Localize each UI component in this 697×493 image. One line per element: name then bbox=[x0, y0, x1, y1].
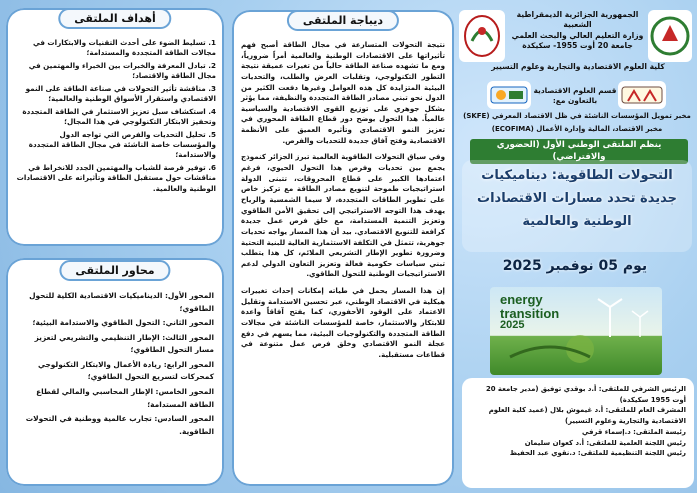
faculty-logo bbox=[648, 10, 692, 62]
department-block bbox=[530, 86, 620, 106]
ecofima-lab-icon bbox=[620, 83, 664, 107]
committee-member: المشرف العام للملتقى: أ.د غيموش بلال (عميد كلية العلوم الاقتصادية والتجارية وعلوم التسيير) bbox=[488, 406, 686, 426]
preamble-title: ديباجة الملتقى bbox=[287, 10, 399, 31]
list-item: المحور الثالث: الإطار التنظيمي والتشريعي لتعزيز مسار التحول الطاقوي؛ bbox=[34, 332, 214, 355]
axes-list bbox=[16, 290, 214, 438]
university-logo bbox=[459, 10, 505, 62]
faculty-name: كلية العلوم الاقتصادية والتجارية وعلوم التسيير bbox=[491, 62, 665, 71]
committee-member: الرئيس الشرفي للملتقى: أ.د بوقدي توفيق (مدير جامعة 20 أوت 1955 سكيكدة) bbox=[485, 385, 686, 404]
photo-caption-energy: energy bbox=[500, 292, 543, 307]
list-item: 4. استكشاف سبل تعزيز الاستثمار في الطاقة المتجددة وتحفيز الابتكار التكنولوجي في هذا المجال؛ bbox=[22, 106, 216, 127]
list-item: 1. تسليط الضوء على أحدث التقنيات والابتكارات في مجالات الطاقة المتجددة والمستدامة؛ bbox=[32, 38, 216, 58]
preamble-panel bbox=[232, 10, 454, 486]
list-item: المحور الثاني: التحول الطاقوي والاستدامة البيئية؛ bbox=[32, 318, 214, 328]
preamble-paragraph-2: وفي سياق التحولات الطاقوية العالمية تبرز الجزائر كنموذج يجمع بين تحديات وفرص هذا التحول الحيوي، فرغم اعتمادها الكبير على قطاع المحروقات، تتبنى الدولة استراتيجيات طموحة لتنويع مصادر الطاقة مع تركيز خاص على تطوير الطاقات المتجددة، لا سيما الشمسية والرياح يهدف هذا التوجه الاستراتيجي إلى تحقيق الأمن الطاقوي وتعزيز التنمية المستدامة، مع خلق فرص عمل جديدة كرافعة للتنويع الاقتصادي. بيد أن هذا المسار يواجه تحديات جوهرية، تتمثل في التكلفة الاستثمارية العالية للبنية التحتية وضرورة تطوير الإطار التشريعي الملائم، كل هذا يتطلب تبني سياسات حكومية فعالة وتعزيز التعاون الدولي لدعم الاستراتيجيات الوطنية للتحول الطاقوي. bbox=[241, 152, 445, 279]
list-item: المحور الرابع: ريادة الأعمال والابتكار التكنولوجي كمحركات لتسريع التحول الطاقوي؛ bbox=[38, 359, 214, 382]
list-item: المحور الأول: الديناميكيات الاقتصادية الكلية للتحول الطاقوي؛ bbox=[29, 291, 214, 313]
list-item: 2. تبادل المعرفة والخبرات بين الخبراء والمهتمين في مجال الطاقة والاقتصاد؛ bbox=[28, 60, 216, 81]
objectives-list bbox=[14, 38, 216, 194]
objectives-panel bbox=[6, 8, 224, 246]
university-name: جامعة 20 أوت 1955- سكيكدة bbox=[522, 40, 633, 50]
ministry-name: وزارة التعليم العالي والبحث العلمي bbox=[511, 30, 644, 40]
energy-transition-image bbox=[490, 287, 662, 375]
committee-panel bbox=[462, 378, 694, 488]
header-block bbox=[505, 10, 650, 51]
skfe-lab-icon bbox=[489, 83, 529, 107]
lab2-name: مخبر الاقتصاد، المالية وإدارة الأعمال (ECOFIMA) bbox=[491, 125, 663, 133]
list-item: المحور السادس: تجارب عالمية ووطنية في التحولات الطاقوية. bbox=[25, 414, 214, 436]
photo-caption bbox=[500, 293, 559, 332]
partnership-label: بالتعاون مع: bbox=[552, 95, 598, 105]
axes-panel bbox=[6, 258, 224, 486]
axes-title: محاور الملتقى bbox=[59, 260, 170, 281]
photo-caption-year: 2025 bbox=[500, 319, 525, 332]
conference-date: يوم 05 نوفمبر 2025 bbox=[502, 258, 648, 274]
list-item: المحور الخامس: الإطار المحاسبي والمالي لقطاع الطاقة المستدامة؛ bbox=[36, 387, 214, 409]
conference-title-box bbox=[462, 160, 692, 252]
list-item: 6. توفير فرصة للشباب والمهتمين الجدد للانخراط في مناقشات حول مستقبل الطاقة وتأثيراته على الاقتصادات الوطنية والعالمية. bbox=[16, 162, 216, 193]
faculty-emblem-icon bbox=[650, 13, 690, 59]
department-name: قسم العلوم الاقتصادية bbox=[533, 86, 617, 95]
objectives-title: أهداف الملتقى bbox=[58, 8, 171, 29]
organizes-text: ينظم الملتقى الوطني الأول (الحضوري والافتراضي) bbox=[496, 140, 662, 162]
list-item: 3. مناقشة تأثير التحولات في صناعة الطاقة على النمو الاقتصادي واستقرار الأسواق الوطنية والعالمية؛ bbox=[25, 83, 216, 104]
ecofima-lab-logo bbox=[618, 81, 666, 109]
university-emblem-icon bbox=[462, 13, 502, 59]
republic-name: الجمهورية الجزائرية الديمقراطية الشعبية bbox=[516, 10, 639, 30]
preamble-paragraph-3: إن هذا المسار يحمل في طياته إمكانات إحداث تغييرات هيكلية في الاقتصاد الوطني، عبر تحسين الاستدامة وتقليل الاعتماد على الوقود الأحفوري، كما يفتح آفاقاً واعدة للابتكار والاستثمار، خاصة للمؤسسات الناشئة في مجالات الطاقة المتجددة والتكنولوجيات البيئية، مما يسهم في دفع عجلة النمو الاقتصادي وخلق فرص عمل متنوعة في قطاعات مستقبلية. bbox=[241, 286, 445, 359]
committee-member: رئيس اللجنة العلمية للملتقى: أ.د كعوان سليمان bbox=[524, 438, 686, 447]
photo-caption-transition: transition bbox=[500, 305, 560, 321]
committee-member: رئيسة الملتقى: د.إسماء قرفي bbox=[582, 427, 686, 436]
lab1-name: مخبر تمويل المؤسسات الناشئة في ظل الاقتصاد المعرفي (SKFE) bbox=[463, 112, 691, 120]
list-item: 5. تحليل التحديات والفرص التي تواجه الدول والمؤسسات خاصة الناشئة في مجال الطاقة المتجددة والاستدامة؛ bbox=[28, 129, 216, 160]
skfe-lab-logo bbox=[487, 81, 531, 109]
conference-title-line-2: جديدة تحدد مسارات الاقتصادات bbox=[477, 191, 677, 206]
conference-title-line-3: الوطنية والعالمية bbox=[522, 214, 632, 229]
conference-title-line-1: التحولات الطاقوية: ديناميكيات bbox=[481, 168, 673, 183]
committee-member: رئيس اللجنة التنظيمية للملتقى: د.نقوي عبد الحفيظ bbox=[509, 449, 686, 458]
preamble-paragraph-1: نتيجة التحولات المتسارعة في مجال الطاقة أصبح فهم تأثيراتها على الاقتصادات الوطنية والعالمية أمراً ضرورياً، ومع ما تشهده صناعة الطاقة حالياً من تغيرات عميقة نتيجة التطور التكنولوجي، وتقلبات العرض والطلب، والتحديات البيئية المتزايدة كل هذه العوامل وغيرها دفعت الكثير من الدول نحو تبني مصادر الطاقة المتجددة والنظيفة، مما يؤثر بشكل جوهري على توزيع القوى الاقتصادية والسياسية عالمياً. هذا التحول يوضح دور قطاع الطاقة المحوري في تعزيز النمو الاقتصادي وتأثيره العميق على الأنظمة الاقتصادية وفتح آفاق جديدة للتحديات والفرص. bbox=[241, 40, 445, 145]
